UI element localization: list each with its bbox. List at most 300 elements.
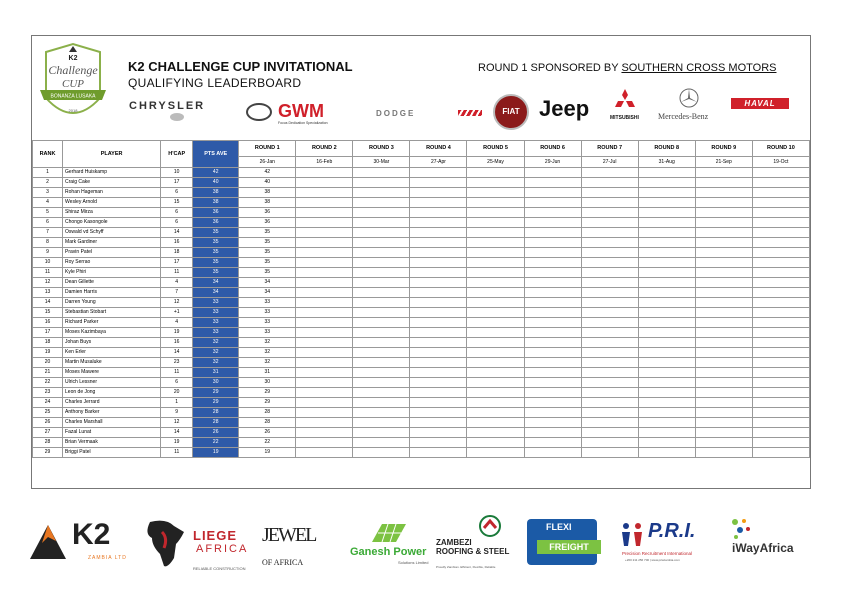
- round-1-cell: 38: [239, 188, 296, 198]
- hcap-cell: 17: [161, 258, 193, 268]
- table-row: [33, 268, 810, 278]
- rank-cell: 17: [33, 328, 63, 338]
- round-9-cell: [695, 318, 752, 328]
- k2-mountain-icon: [30, 521, 66, 561]
- table-row: [33, 408, 810, 418]
- table-row: [33, 418, 810, 428]
- mercedes-logo: Mercedes-Benz: [658, 112, 709, 121]
- round-6-cell: [524, 318, 581, 328]
- round-1-cell: 19: [239, 448, 296, 458]
- round-date: 30-Mar: [353, 157, 410, 168]
- round-1-cell: 33: [239, 298, 296, 308]
- pts-ave-cell: 40: [193, 178, 239, 188]
- zambezi-tagline: Proudly Zambian. Efficient, Flexible, Reliable: [436, 565, 496, 569]
- round-date: 27-Apr: [410, 157, 467, 168]
- round-7-cell: [581, 398, 638, 408]
- round-3-cell: [353, 188, 410, 198]
- player-cell: Fazal Lunat: [63, 428, 161, 438]
- rank-cell: 11: [33, 268, 63, 278]
- hcap-cell: +1: [161, 308, 193, 318]
- round-5-cell: [467, 338, 524, 348]
- round-4-cell: [410, 378, 467, 388]
- round-1-cell: 36: [239, 208, 296, 218]
- round-7-cell: [581, 208, 638, 218]
- round-4-cell: [410, 188, 467, 198]
- round-10-cell: [752, 438, 809, 448]
- round-8-cell: [638, 198, 695, 208]
- round-6-cell: [524, 308, 581, 318]
- zambezi-emblem-icon: [479, 515, 501, 537]
- pts-ave-cell: 33: [193, 328, 239, 338]
- player-cell: Pravin Patel: [63, 248, 161, 258]
- round-8-cell: [638, 418, 695, 428]
- page-subtitle: QUALIFYING LEADERBOARD: [128, 76, 302, 90]
- round-5-cell: [467, 368, 524, 378]
- round-9-cell: [695, 408, 752, 418]
- table-row: [33, 188, 810, 198]
- round-4-cell: [410, 418, 467, 428]
- round-1-cell: 33: [239, 308, 296, 318]
- round-9-cell: [695, 288, 752, 298]
- round-4-cell: [410, 368, 467, 378]
- pts-ave-cell: 35: [193, 238, 239, 248]
- round-5-cell: [467, 428, 524, 438]
- round-5-cell: [467, 238, 524, 248]
- round-3-cell: [353, 428, 410, 438]
- round-9-cell: [695, 378, 752, 388]
- pts-ave-cell: 32: [193, 348, 239, 358]
- round-8-cell: [638, 318, 695, 328]
- round-5-cell: [467, 178, 524, 188]
- round-5-cell: [467, 408, 524, 418]
- rank-cell: 26: [33, 418, 63, 428]
- round-6-cell: [524, 288, 581, 298]
- round-6-cell: [524, 438, 581, 448]
- rank-cell: 16: [33, 318, 63, 328]
- player-cell: Leon de Jong: [63, 388, 161, 398]
- player-cell: Martin Musaluke: [63, 358, 161, 368]
- player-cell: Anthony Barker: [63, 408, 161, 418]
- round-9-cell: [695, 388, 752, 398]
- round-8-cell: [638, 288, 695, 298]
- rank-cell: 28: [33, 438, 63, 448]
- round-5-cell: [467, 198, 524, 208]
- round-2-cell: [296, 168, 353, 178]
- round-3-cell: [353, 208, 410, 218]
- hcap-cell: 12: [161, 298, 193, 308]
- round-10-cell: [752, 368, 809, 378]
- round-1-cell: 36: [239, 218, 296, 228]
- round-4-cell: [410, 268, 467, 278]
- round-1-cell: 32: [239, 358, 296, 368]
- round-1-cell: 28: [239, 408, 296, 418]
- jeep-logo: Jeep: [539, 96, 590, 121]
- pri-contact: +260 211 256 700 | www.priazambia.com: [625, 558, 680, 562]
- round-9-cell: [695, 178, 752, 188]
- round-7-cell: [581, 178, 638, 188]
- round-3-cell: [353, 358, 410, 368]
- player-cell: Stebastian Stobart: [63, 308, 161, 318]
- player-cell: Darren Young: [63, 298, 161, 308]
- badge-line1: Challenge: [48, 63, 98, 77]
- leaderboard-table: [32, 140, 810, 458]
- round-header: ROUND 5: [467, 141, 524, 157]
- round-7-cell: [581, 188, 638, 198]
- sponsor-name: SOUTHERN CROSS MOTORS: [621, 62, 777, 74]
- round-3-cell: [353, 178, 410, 188]
- round-10-cell: [752, 178, 809, 188]
- table-row: [33, 338, 810, 348]
- round-1-cell: 35: [239, 228, 296, 238]
- hcap-cell: 23: [161, 358, 193, 368]
- round-3-cell: [353, 408, 410, 418]
- round-8-cell: [638, 228, 695, 238]
- africa-map-icon: [140, 518, 188, 570]
- round-header: ROUND 1: [239, 141, 296, 157]
- round-7-cell: [581, 358, 638, 368]
- round-6-cell: [524, 208, 581, 218]
- round-5-cell: [467, 298, 524, 308]
- sponsor-line: [478, 62, 776, 74]
- hcap-cell: 9: [161, 408, 193, 418]
- round-3-cell: [353, 298, 410, 308]
- round-4-cell: [410, 248, 467, 258]
- round-10-cell: [752, 428, 809, 438]
- round-2-cell: [296, 308, 353, 318]
- player-cell: Johan Buys: [63, 338, 161, 348]
- player-cell: Charles Jerrard: [63, 398, 161, 408]
- rank-cell: 19: [33, 348, 63, 358]
- round-6-cell: [524, 428, 581, 438]
- rank-cell: 27: [33, 428, 63, 438]
- round-8-cell: [638, 338, 695, 348]
- pts-ave-cell: 32: [193, 338, 239, 348]
- round-date: 29-Jun: [524, 157, 581, 168]
- round-10-cell: [752, 208, 809, 218]
- k2-challenge-cup-badge: [38, 40, 108, 132]
- round-4-cell: [410, 338, 467, 348]
- round-6-cell: [524, 278, 581, 288]
- round-7-cell: [581, 218, 638, 228]
- round-date: 27-Jul: [581, 157, 638, 168]
- pts-ave-cell: 34: [193, 288, 239, 298]
- round-9-cell: [695, 348, 752, 358]
- liege-africa: AFRICA: [196, 543, 249, 555]
- round-4-cell: [410, 178, 467, 188]
- hcap-cell: 19: [161, 328, 193, 338]
- round-10-cell: [752, 318, 809, 328]
- round-9-cell: [695, 368, 752, 378]
- round-7-cell: [581, 308, 638, 318]
- round-3-cell: [353, 448, 410, 458]
- round-9-cell: [695, 198, 752, 208]
- round-7-cell: [581, 298, 638, 308]
- player-cell: Mark Gardiner: [63, 238, 161, 248]
- round-6-cell: [524, 408, 581, 418]
- mercedes-star-icon: [679, 88, 699, 108]
- round-2-cell: [296, 338, 353, 348]
- round-10-cell: [752, 278, 809, 288]
- round-7-cell: [581, 438, 638, 448]
- player-cell: Richard Parker: [63, 318, 161, 328]
- round-3-cell: [353, 338, 410, 348]
- round-5-cell: [467, 308, 524, 318]
- round-1-cell: 22: [239, 438, 296, 448]
- round-4-cell: [410, 258, 467, 268]
- table-row: [33, 168, 810, 178]
- round-header: ROUND 6: [524, 141, 581, 157]
- pri-people-icon: [618, 520, 648, 550]
- hcap-cell: 6: [161, 208, 193, 218]
- player-cell: Damien Harris: [63, 288, 161, 298]
- rank-cell: 20: [33, 358, 63, 368]
- round-9-cell: [695, 248, 752, 258]
- round-4-cell: [410, 228, 467, 238]
- rank-cell: 13: [33, 288, 63, 298]
- round-9-cell: [695, 228, 752, 238]
- pts-ave-cell: 35: [193, 268, 239, 278]
- round-3-cell: [353, 438, 410, 448]
- round-9-cell: [695, 208, 752, 218]
- round-3-cell: [353, 418, 410, 428]
- round-8-cell: [638, 258, 695, 268]
- player-cell: Brian Vermaak: [63, 438, 161, 448]
- round-10-cell: [752, 238, 809, 248]
- round-1-cell: 32: [239, 338, 296, 348]
- chrysler-logo: CHRYSLER: [129, 100, 206, 112]
- pts-ave-cell: 36: [193, 208, 239, 218]
- dodge-stripes-icon: [458, 110, 482, 116]
- table-row: [33, 448, 810, 458]
- round-10-cell: [752, 218, 809, 228]
- rank-cell: 29: [33, 448, 63, 458]
- hcap-cell: 16: [161, 238, 193, 248]
- round-3-cell: [353, 258, 410, 268]
- rank-cell: 2: [33, 178, 63, 188]
- hcap-cell: 4: [161, 318, 193, 328]
- round-3-cell: [353, 388, 410, 398]
- player-cell: Kyle Phiri: [63, 268, 161, 278]
- solar-panel-icon: [368, 520, 408, 546]
- round-3-cell: [353, 238, 410, 248]
- round-8-cell: [638, 348, 695, 358]
- round-3-cell: [353, 398, 410, 408]
- badge-top: K2: [68, 55, 78, 62]
- hcap-cell: 16: [161, 338, 193, 348]
- round-5-cell: [467, 358, 524, 368]
- hcap-cell: 11: [161, 368, 193, 378]
- round-2-cell: [296, 238, 353, 248]
- round-4-cell: [410, 348, 467, 358]
- round-8-cell: [638, 378, 695, 388]
- table-row: [33, 198, 810, 208]
- round-header: ROUND 8: [638, 141, 695, 157]
- round-6-cell: [524, 168, 581, 178]
- player-cell: Craig Cake: [63, 178, 161, 188]
- dodge-logo: DODGE: [376, 109, 416, 118]
- round-10-cell: [752, 338, 809, 348]
- round-8-cell: [638, 368, 695, 378]
- round-9-cell: [695, 188, 752, 198]
- rank-cell: 7: [33, 228, 63, 238]
- round-5-cell: [467, 188, 524, 198]
- round-3-cell: [353, 218, 410, 228]
- round-5-cell: [467, 208, 524, 218]
- round-6-cell: [524, 358, 581, 368]
- round-2-cell: [296, 348, 353, 358]
- round-4-cell: [410, 448, 467, 458]
- k2-sub: ZAMBIA LTD: [88, 555, 127, 561]
- sponsor-prefix: ROUND 1 SPONSORED BY: [478, 62, 622, 74]
- pts-ave-cell: 26: [193, 428, 239, 438]
- round-7-cell: [581, 408, 638, 418]
- round-8-cell: [638, 388, 695, 398]
- table-row: [33, 278, 810, 288]
- round-3-cell: [353, 228, 410, 238]
- rank-cell: 22: [33, 378, 63, 388]
- round-7-cell: [581, 428, 638, 438]
- round-7-cell: [581, 258, 638, 268]
- player-cell: Ken Erler: [63, 348, 161, 358]
- round-4-cell: [410, 318, 467, 328]
- round-2-cell: [296, 378, 353, 388]
- rank-cell: 18: [33, 338, 63, 348]
- round-1-cell: 38: [239, 198, 296, 208]
- table-row: [33, 368, 810, 378]
- round-2-cell: [296, 268, 353, 278]
- round-2-cell: [296, 418, 353, 428]
- rank-cell: 24: [33, 398, 63, 408]
- round-10-cell: [752, 418, 809, 428]
- table-row: [33, 208, 810, 218]
- round-5-cell: [467, 398, 524, 408]
- pts-ave-cell: 33: [193, 308, 239, 318]
- player-cell: Wesley Arnold: [63, 198, 161, 208]
- round-7-cell: [581, 268, 638, 278]
- round-7-cell: [581, 388, 638, 398]
- haval-logo: HAVAL: [731, 98, 789, 109]
- round-header: ROUND 7: [581, 141, 638, 157]
- table-row: [33, 348, 810, 358]
- round-3-cell: [353, 278, 410, 288]
- player-cell: Charles Marshall: [63, 418, 161, 428]
- rank-cell: 12: [33, 278, 63, 288]
- round-header: ROUND 2: [296, 141, 353, 157]
- pts-ave-cell: 38: [193, 198, 239, 208]
- player-cell: Roy Serrao: [63, 258, 161, 268]
- round-date: 25-May: [467, 157, 524, 168]
- round-1-cell: 35: [239, 238, 296, 248]
- hcap-cell: 6: [161, 188, 193, 198]
- round-8-cell: [638, 448, 695, 458]
- round-1-cell: 29: [239, 398, 296, 408]
- jewel-logo: JEWEL: [262, 524, 316, 546]
- hcap-cell: 15: [161, 198, 193, 208]
- round-9-cell: [695, 438, 752, 448]
- pts-ave-cell: 28: [193, 408, 239, 418]
- table-row: [33, 288, 810, 298]
- rank-header: RANK: [33, 141, 63, 168]
- hcap-cell: 4: [161, 278, 193, 288]
- round-1-cell: 42: [239, 168, 296, 178]
- round-2-cell: [296, 248, 353, 258]
- round-6-cell: [524, 188, 581, 198]
- pts-ave-cell: 38: [193, 188, 239, 198]
- round-4-cell: [410, 208, 467, 218]
- hcap-header: H'CAP: [161, 141, 193, 168]
- round-8-cell: [638, 238, 695, 248]
- player-cell: Oswald vd Schyff: [63, 228, 161, 238]
- round-5-cell: [467, 268, 524, 278]
- round-4-cell: [410, 408, 467, 418]
- round-7-cell: [581, 378, 638, 388]
- table-row: [33, 428, 810, 438]
- round-8-cell: [638, 328, 695, 338]
- round-3-cell: [353, 308, 410, 318]
- round-9-cell: [695, 238, 752, 248]
- round-7-cell: [581, 228, 638, 238]
- table-row: [33, 258, 810, 268]
- round-1-cell: 35: [239, 258, 296, 268]
- round-3-cell: [353, 378, 410, 388]
- rank-cell: 10: [33, 258, 63, 268]
- round-9-cell: [695, 428, 752, 438]
- round-4-cell: [410, 168, 467, 178]
- round-2-cell: [296, 198, 353, 208]
- round-10-cell: [752, 348, 809, 358]
- round-3-cell: [353, 318, 410, 328]
- round-2-cell: [296, 328, 353, 338]
- round-5-cell: [467, 418, 524, 428]
- round-8-cell: [638, 358, 695, 368]
- round-7-cell: [581, 338, 638, 348]
- chrysler-emblem-icon: [170, 113, 184, 121]
- round-1-cell: 31: [239, 368, 296, 378]
- pts-ave-cell: 33: [193, 318, 239, 328]
- round-7-cell: [581, 328, 638, 338]
- rank-cell: 9: [33, 248, 63, 258]
- table-row: [33, 238, 810, 248]
- round-6-cell: [524, 348, 581, 358]
- round-6-cell: [524, 178, 581, 188]
- round-5-cell: [467, 348, 524, 358]
- round-10-cell: [752, 408, 809, 418]
- player-cell: Shiraz Mirza: [63, 208, 161, 218]
- round-5-cell: [467, 218, 524, 228]
- hcap-cell: 14: [161, 428, 193, 438]
- round-6-cell: [524, 248, 581, 258]
- round-8-cell: [638, 178, 695, 188]
- round-8-cell: [638, 208, 695, 218]
- round-4-cell: [410, 328, 467, 338]
- player-cell: Briggi Patel: [63, 448, 161, 458]
- round-9-cell: [695, 218, 752, 228]
- round-2-cell: [296, 188, 353, 198]
- round-3-cell: [353, 288, 410, 298]
- round-8-cell: [638, 248, 695, 258]
- round-5-cell: [467, 378, 524, 388]
- round-1-cell: 28: [239, 418, 296, 428]
- round-10-cell: [752, 388, 809, 398]
- round-4-cell: [410, 438, 467, 448]
- round-date: 19-Oct: [752, 157, 809, 168]
- round-5-cell: [467, 288, 524, 298]
- table-row: [33, 308, 810, 318]
- table-row: [33, 438, 810, 448]
- gwm-logo: GWM: [278, 101, 324, 121]
- round-4-cell: [410, 358, 467, 368]
- round-1-cell: 30: [239, 378, 296, 388]
